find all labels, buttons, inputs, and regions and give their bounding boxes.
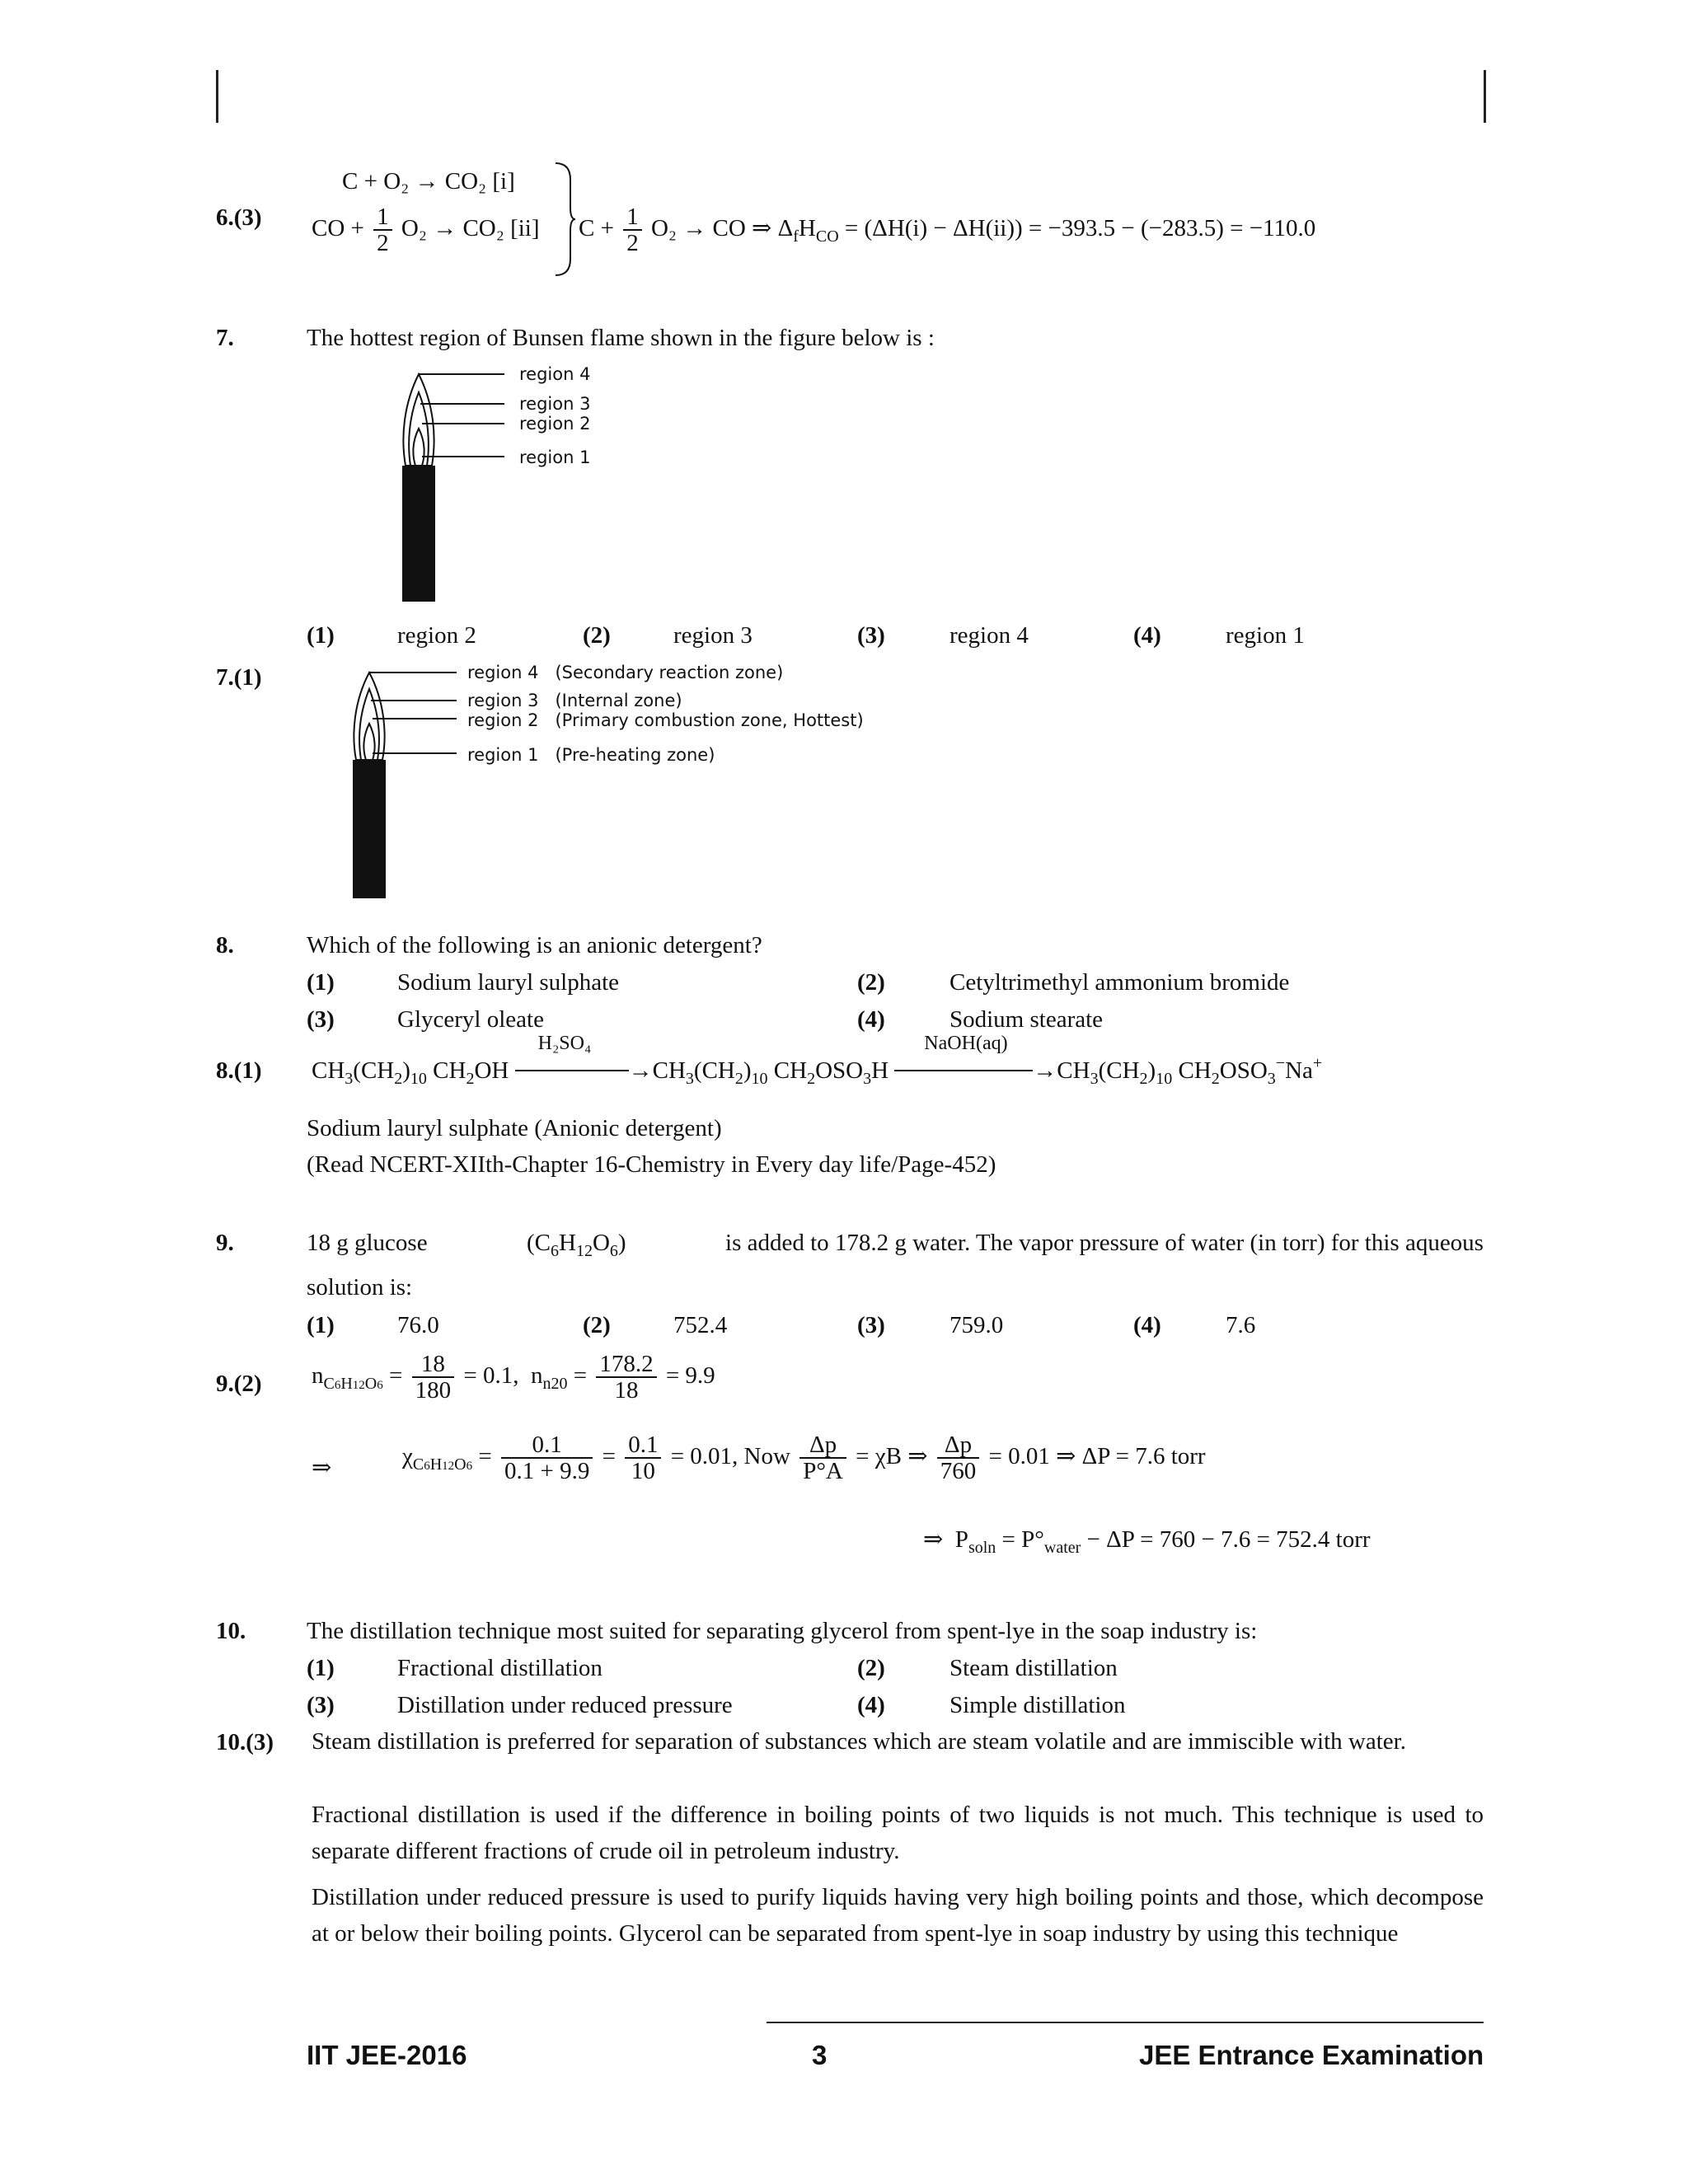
q8-answer-line-1: Sodium lauryl sulphate (Anionic detergent) xyxy=(307,1115,722,1141)
footer-rule xyxy=(767,2022,1484,2023)
q9-option-4-text: 7.6 xyxy=(1226,1312,1256,1338)
q6-eq1: C + O₂ → CO₂ [i] xyxy=(342,168,515,194)
q9-mole-fraction-line: $\chi_{C6H12O6}$ = $\frac{0.1}{0.1 + 9.9}$ = $\frac{0.1}{10}$ = 0.01, Now $\frac{\Delta p}{P^\circ A}$ = χB ⇒ $\frac{\Delta p}{760}$ = 0.01 ⇒ ΔP = 7.6 torr xyxy=(402,1432,1206,1485)
q9-final-line: ⇒ $P_{soln} = P^\circ_{water} - \Delta P = 760 - 7.6 = 752.4$ torr xyxy=(923,1526,1371,1557)
q8-question: Which of the following is an anionic detergent? xyxy=(307,932,762,958)
q8-option-4-num: (4) xyxy=(857,1006,885,1033)
q10-option-2-num: (2) xyxy=(857,1655,885,1681)
q7-option-1-num: (1) xyxy=(307,622,335,649)
q7-option-2-text: region 3 xyxy=(673,622,753,649)
q10-explanation-2: Fractional distillation is used if the difference in boiling points of two liquids is not much. This technique is used to separate different fractions of crude oil in petroleum industry. xyxy=(312,1802,1484,1864)
q9-answer-label: 9.(2) xyxy=(216,1371,262,1397)
fig-region-3: region 3 xyxy=(519,394,591,414)
q7-option-3-text: region 4 xyxy=(950,622,1029,649)
answer-region-4: region 4 (Secondary reaction zone) xyxy=(467,663,784,682)
q10-explanation-1: Steam distillation is preferred for separation of substances which are steam volatile and are immiscible with water. xyxy=(312,1728,1406,1755)
q7-option-4-text: region 1 xyxy=(1226,622,1305,649)
q10-option-3-num: (3) xyxy=(307,1692,335,1718)
q8-option-4-text: Sodium stearate xyxy=(950,1006,1104,1033)
q10-question: The distillation technique most suited for separating glycerol from spent-lye in the soap industry is: xyxy=(307,1618,1258,1644)
q8-answer-line-2: (Read NCERT-XIIth-Chapter 16-Chemistry in Every day life/Page-452) xyxy=(307,1151,996,1178)
q7-label: 7. xyxy=(216,325,234,351)
q9-implies-1: ⇒ xyxy=(312,1455,332,1481)
q9-option-3-text: 759.0 xyxy=(950,1312,1004,1338)
fig-region-1: region 1 xyxy=(519,448,591,467)
q10-answer-label: 10.(3) xyxy=(216,1729,274,1755)
q7-answer-label: 7.(1) xyxy=(216,664,262,691)
footer-page-number: 3 xyxy=(812,2040,828,2070)
margin-mark-left xyxy=(216,70,218,123)
q8-option-1-text: Sodium lauryl sulphate xyxy=(397,969,620,996)
q10-option-3-text: Distillation under reduced pressure xyxy=(397,1692,733,1718)
q9-option-3-num: (3) xyxy=(857,1312,885,1338)
answer-region-2: region 2 (Primary combustion zone, Hottest) xyxy=(467,710,864,730)
q10-option-1-num: (1) xyxy=(307,1655,335,1681)
q6-combined: C + $\frac{1}{2}$ O₂ → CO ⇒ $\Delta_fH_{CO} = (\Delta H(i) - \Delta H(ii)) = -393.5 - (-283.5) = -110.0$ xyxy=(579,204,1316,257)
q8-option-2-text: Cetyltrimethyl ammonium bromide xyxy=(950,969,1290,996)
fig-region-4: region 4 xyxy=(519,364,591,384)
q9-option-2-num: (2) xyxy=(583,1312,611,1338)
q9-option-1-num: (1) xyxy=(307,1312,335,1338)
q8-option-2-num: (2) xyxy=(857,969,885,996)
margin-mark-right xyxy=(1484,70,1486,123)
q8-reagent-1: H₂SO₄ xyxy=(537,1033,592,1054)
q8-option-1-num: (1) xyxy=(307,969,335,996)
q8-reagent-2: NaOH(aq) xyxy=(924,1033,1008,1054)
q10-option-2-text: Steam distillation xyxy=(950,1655,1118,1681)
fig-region-2: region 2 xyxy=(519,414,591,434)
q7-question: The hottest region of Bunsen flame shown in the figure below is : xyxy=(307,325,935,351)
footer-exam-name: IIT JEE-2016 xyxy=(307,2040,467,2070)
q10-explanation-3: Distillation under reduced pressure is used to purify liquids having very high boiling points and those, which decompose at or below their boiling points. Glycerol can be separated from spent-lye in soap industry by using this technique xyxy=(312,1884,1484,1947)
q7-option-2-num: (2) xyxy=(583,622,611,649)
answer-region-1: region 1 (Pre-heating zone) xyxy=(467,745,715,765)
q8-answer-label: 8.(1) xyxy=(216,1057,262,1084)
answer-region-3: region 3 (Internal zone) xyxy=(467,691,682,710)
q7-option-1-text: region 2 xyxy=(397,622,476,649)
q10-option-4-num: (4) xyxy=(857,1692,885,1718)
q7-option-3-num: (3) xyxy=(857,622,885,649)
q9-label: 9. xyxy=(216,1230,234,1256)
q9-option-4-num: (4) xyxy=(1133,1312,1161,1338)
q9-option-2-text: 752.4 xyxy=(673,1312,728,1338)
q10-option-4-text: Simple distillation xyxy=(950,1692,1126,1718)
q9-option-1-text: 76.0 xyxy=(397,1312,439,1338)
q9-question-cont: solution is: xyxy=(307,1274,413,1301)
q6-label: 6.(3) xyxy=(216,204,262,231)
q7-option-4-num: (4) xyxy=(1133,622,1161,649)
q8-option-3-num: (3) xyxy=(307,1006,335,1033)
q8-option-3-text: Glyceryl oleate xyxy=(397,1006,544,1033)
footer-title: JEE Entrance Examination xyxy=(1139,2040,1484,2070)
q10-label: 10. xyxy=(216,1618,246,1644)
q9-moles-line: $n_{C6H12O6}$ = $\frac{18}{180}$ = 0.1, $n_{n20}$ = $\frac{178.2}{18}$ = 9.9 xyxy=(312,1351,715,1404)
q9-question: 18 g glucose $(C_6H_{12}O_6)$ is added to 178.2 g water. The vapor pressure of water (in torr) for this aqueous xyxy=(307,1230,1484,1260)
q6-brace xyxy=(552,162,577,277)
q8-label: 8. xyxy=(216,932,234,958)
q10-option-1-text: Fractional distillation xyxy=(397,1655,603,1681)
q6-eq2: CO + $\frac{1}{2}$ O₂ → CO₂ [ii] xyxy=(312,204,540,257)
q8-reaction: $CH_3(CH_2)_{10}$ $CH_2OH$ H₂SO₄ $\to CH_3(CH_2)_{10}$ $CH_2OSO_3H$ NaOH(aq) $\to CH_3(CH_2)_{10}$ $CH_2OSO_3^-Na^+$ xyxy=(312,1033,1323,1088)
